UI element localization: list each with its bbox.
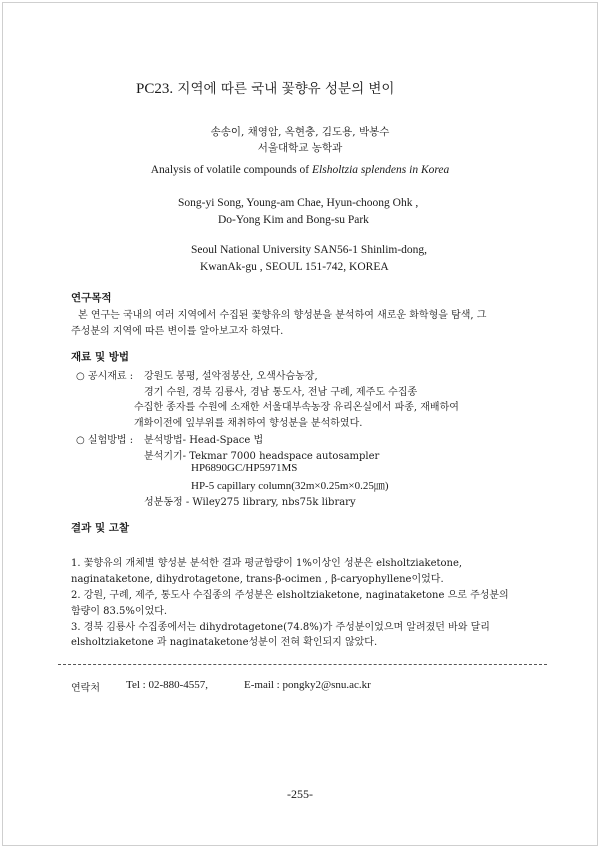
material-line1: 강원도 봉평, 설악점봉산, 오색사슴농장, bbox=[144, 371, 318, 382]
method-line2: 분석기기- Tekmar 7000 headspace autosampler bbox=[144, 451, 380, 462]
authors-english-line1: Song-yi Song, Young-am Chae, Hyun-choong Ohk , bbox=[178, 197, 419, 209]
dashed-divider bbox=[58, 664, 547, 665]
authors-korean: 송송이, 채영암, 옥현충, 김도용, 박봉수 bbox=[210, 126, 390, 138]
results-heading: 결과 및 고찰 bbox=[71, 522, 130, 534]
methods-heading: 재료 및 방법 bbox=[71, 351, 130, 363]
method-line5: 성분동정 - Wiley275 library, nbs75k library bbox=[144, 497, 356, 508]
title-english-species: Elsholtzia splendens in Korea bbox=[312, 164, 450, 176]
method-line1: 분석방법- Head-Space 법 bbox=[144, 435, 264, 446]
title-code: PC23. bbox=[136, 81, 174, 97]
result3-line1: 3. 경북 김룡사 수집종에서는 dihydrotagetone(74.8%)가 주성분이었으며 알려졌던 바와 달리 bbox=[71, 622, 490, 633]
contact-email: E-mail : pongky2@snu.ac.kr bbox=[244, 679, 371, 691]
title-english-prefix: Analysis of volatile compounds of bbox=[150, 164, 313, 176]
title-korean: 지역에 따른 국내 꽃향유 성분의 변이 bbox=[177, 81, 395, 97]
material-line4: 개화이전에 잎부위를 채취하여 향성분을 분석하였다. bbox=[134, 418, 363, 429]
title-english bbox=[0, 164, 600, 176]
contact-tel: Tel : 02-880-4557, bbox=[126, 679, 209, 691]
paper-title bbox=[136, 77, 394, 98]
result3-line2: elsholtziaketone 과 naginataketone성분이 전혀 확인되지 않았다. bbox=[71, 637, 378, 648]
method-line3: HP6890GC/HP5971MS bbox=[191, 462, 298, 474]
authors-english-line2: Do-Yong Kim and Bong-su Park bbox=[218, 214, 369, 226]
material-line3: 수집한 종자를 수원에 소재한 서울대부속농장 유리온실에서 파종, 재배하여 bbox=[134, 402, 459, 413]
material-label: ○ 공시재료 : bbox=[76, 371, 134, 382]
result1-line2: naginataketone, dihydrotagetone, trans-β-ocimen , β-caryophyllene이었다. bbox=[71, 574, 444, 585]
address-line2: KwanAk-gu , SEOUL 151-742, KOREA bbox=[200, 261, 389, 273]
result1-line1: 1. 꽃향유의 개체별 향성분 분석한 결과 평균함량이 1%이상인 성분은 elsholtziaketone, bbox=[71, 558, 463, 569]
purpose-line1: 본 연구는 국내의 여러 지역에서 수집된 꽃향유의 향성분을 분석하여 새로운 화학형을 탐색, 그 bbox=[78, 310, 487, 321]
material-line2: 경기 수원, 경북 김룡사, 경남 통도사, 전남 구례, 제주도 수집종 bbox=[144, 387, 418, 398]
method-label: ○ 실험방법 : bbox=[76, 435, 134, 446]
contact-label: 연락처 bbox=[71, 683, 100, 694]
result2-line2: 함량이 83.5%이었다. bbox=[71, 606, 168, 617]
method-line4: HP-5 capillary column(32m×0.25m×0.25㎛) bbox=[191, 480, 389, 492]
purpose-line2: 주성분의 지역에 따른 변이를 알아보고자 하였다. bbox=[71, 326, 284, 337]
affiliation-korean: 서울대학교 농학과 bbox=[257, 142, 343, 154]
address-line1: Seoul National University SAN56-1 Shinlim-dong, bbox=[191, 244, 428, 256]
result2-line1: 2. 강원, 구례, 제주, 통도사 수집종의 주성분은 elsholtziaketone, naginataketone 으로 주성분의 bbox=[71, 590, 509, 601]
page-number: -255- bbox=[287, 787, 313, 801]
purpose-heading: 연구목적 bbox=[71, 292, 112, 304]
